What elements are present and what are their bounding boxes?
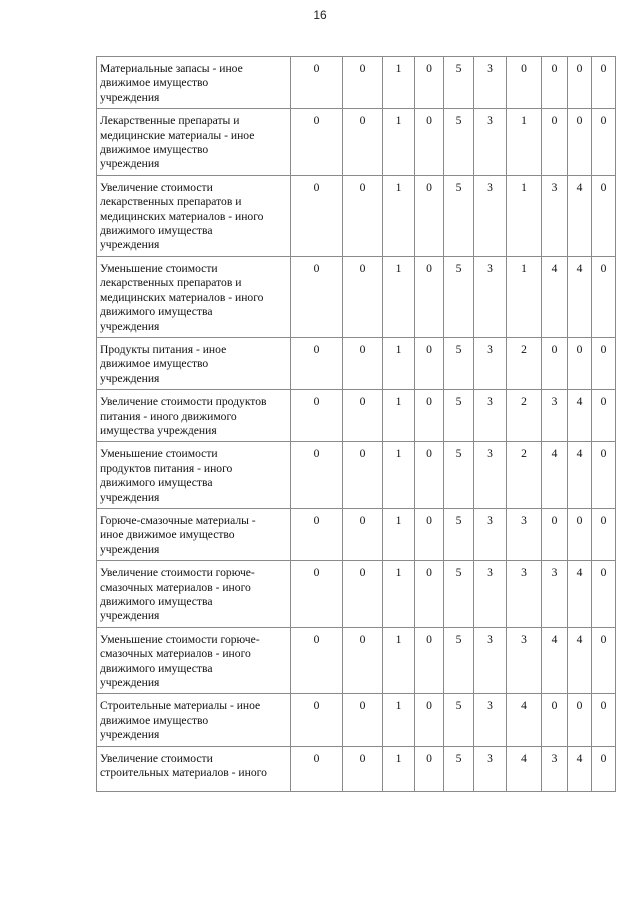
code-digit: 2: [507, 442, 542, 509]
table-row: [97, 442, 616, 509]
code-digit: 0: [291, 694, 343, 746]
code-digit: 0: [343, 561, 383, 628]
code-digit: 3: [474, 561, 507, 628]
code-digit: 4: [568, 442, 592, 509]
code-digit: 3: [507, 508, 542, 560]
code-digit: 0: [343, 627, 383, 694]
code-digit: 4: [507, 694, 542, 746]
code-digit: 2: [507, 390, 542, 442]
table-row: [97, 561, 616, 628]
code-digit: 5: [444, 561, 474, 628]
code-digit: 0: [415, 746, 444, 791]
code-digit: 0: [343, 109, 383, 176]
code-digit: 3: [474, 57, 507, 109]
code-digit: 0: [568, 57, 592, 109]
code-digit: 0: [592, 337, 616, 389]
code-digit: 0: [291, 508, 343, 560]
code-digit: 3: [507, 561, 542, 628]
code-digit: 0: [568, 109, 592, 176]
code-digit: 4: [542, 256, 568, 337]
code-digit: 4: [568, 256, 592, 337]
account-description: Лекарственные препараты и медицинские материалы - иное движимое имущество учреждения: [97, 109, 291, 176]
table-row: [97, 746, 616, 791]
code-digit: 0: [415, 561, 444, 628]
code-digit: 0: [343, 746, 383, 791]
account-description: Строительные материалы - иное движимое имущество учреждения: [97, 694, 291, 746]
code-digit: 0: [415, 694, 444, 746]
code-digit: 1: [383, 694, 415, 746]
code-digit: 4: [568, 746, 592, 791]
code-digit: 1: [383, 627, 415, 694]
code-digit: 1: [507, 256, 542, 337]
code-digit: 0: [291, 390, 343, 442]
code-digit: 1: [383, 57, 415, 109]
code-digit: 0: [592, 109, 616, 176]
table-row: [97, 57, 616, 109]
table-body: [97, 57, 616, 792]
code-digit: 0: [415, 57, 444, 109]
code-digit: 0: [291, 337, 343, 389]
code-digit: 1: [383, 508, 415, 560]
code-digit: 0: [592, 175, 616, 256]
code-digit: 1: [383, 337, 415, 389]
code-digit: 0: [291, 561, 343, 628]
account-description: Увеличение стоимости лекарственных препаратов и медицинских материалов - иного движимого имущества учреждения: [97, 175, 291, 256]
code-digit: 0: [343, 442, 383, 509]
table-row: [97, 109, 616, 176]
code-digit: 0: [568, 508, 592, 560]
code-digit: 1: [383, 109, 415, 176]
code-digit: 2: [507, 337, 542, 389]
code-digit: 4: [542, 627, 568, 694]
code-digit: 3: [542, 175, 568, 256]
code-digit: 3: [474, 175, 507, 256]
account-description: Увеличение стоимости строительных материалов - иного: [97, 746, 291, 791]
code-digit: 0: [415, 256, 444, 337]
code-digit: 0: [291, 746, 343, 791]
code-digit: 0: [507, 57, 542, 109]
code-digit: 1: [383, 175, 415, 256]
code-digit: 0: [415, 337, 444, 389]
code-digit: 0: [291, 442, 343, 509]
code-digit: 0: [592, 694, 616, 746]
code-digit: 3: [474, 694, 507, 746]
code-digit: 0: [542, 694, 568, 746]
code-digit: 0: [415, 175, 444, 256]
account-description: Продукты питания - иное движимое имущество учреждения: [97, 337, 291, 389]
code-digit: 0: [415, 442, 444, 509]
code-digit: 4: [568, 175, 592, 256]
code-digit: 4: [507, 746, 542, 791]
code-digit: 0: [542, 337, 568, 389]
code-digit: 0: [568, 337, 592, 389]
account-description: Увеличение стоимости горюче- смазочных материалов - иного движимого имущества учреждения: [97, 561, 291, 628]
code-digit: 0: [343, 57, 383, 109]
code-digit: 5: [444, 175, 474, 256]
code-digit: 0: [291, 256, 343, 337]
code-digit: 1: [507, 109, 542, 176]
code-digit: 1: [507, 175, 542, 256]
account-description: Материальные запасы - иное движимое имущество учреждения: [97, 57, 291, 109]
code-digit: 4: [568, 390, 592, 442]
code-digit: 0: [291, 109, 343, 176]
code-digit: 3: [542, 390, 568, 442]
code-digit: 5: [444, 57, 474, 109]
code-digit: 3: [474, 508, 507, 560]
code-digit: 0: [542, 57, 568, 109]
code-digit: 1: [383, 746, 415, 791]
code-digit: 5: [444, 746, 474, 791]
code-digit: 0: [592, 390, 616, 442]
code-digit: 3: [542, 746, 568, 791]
table-row: [97, 508, 616, 560]
code-digit: 0: [343, 256, 383, 337]
code-digit: 0: [592, 442, 616, 509]
code-digit: 0: [415, 109, 444, 176]
code-digit: 5: [444, 694, 474, 746]
code-digit: 0: [415, 627, 444, 694]
account-description: Горюче-смазочные материалы - иное движимое имущество учреждения: [97, 508, 291, 560]
table-row: [97, 175, 616, 256]
code-digit: 0: [343, 390, 383, 442]
code-digit: 5: [444, 256, 474, 337]
code-digit: 1: [383, 561, 415, 628]
code-digit: 3: [474, 256, 507, 337]
account-description: Уменьшение стоимости продуктов питания - иного движимого имущества учреждения: [97, 442, 291, 509]
code-digit: 3: [474, 442, 507, 509]
code-digit: 5: [444, 627, 474, 694]
code-digit: 3: [474, 109, 507, 176]
code-digit: 0: [343, 175, 383, 256]
code-digit: 0: [592, 746, 616, 791]
table-row: [97, 694, 616, 746]
code-digit: 0: [592, 508, 616, 560]
table-row: [97, 390, 616, 442]
code-digit: 5: [444, 442, 474, 509]
code-digit: 3: [474, 627, 507, 694]
code-digit: 0: [415, 508, 444, 560]
code-digit: 3: [474, 746, 507, 791]
code-digit: 4: [542, 442, 568, 509]
code-digit: 0: [542, 109, 568, 176]
code-digit: 3: [474, 337, 507, 389]
code-digit: 5: [444, 109, 474, 176]
code-digit: 3: [542, 561, 568, 628]
code-digit: 1: [383, 442, 415, 509]
table-row: [97, 627, 616, 694]
table-row: [97, 337, 616, 389]
code-digit: 4: [568, 561, 592, 628]
code-digit: 0: [592, 256, 616, 337]
code-digit: 0: [592, 57, 616, 109]
code-digit: 1: [383, 256, 415, 337]
account-codes-table: [96, 56, 616, 792]
account-description: Увеличение стоимости продуктов питания - иного движимого имущества учреждения: [97, 390, 291, 442]
account-description: Уменьшение стоимости лекарственных препаратов и медицинских материалов - иного движимого имущества учреждения: [97, 256, 291, 337]
account-description: Уменьшение стоимости горюче- смазочных материалов - иного движимого имущества учреждения: [97, 627, 291, 694]
code-digit: 0: [291, 175, 343, 256]
code-digit: 0: [592, 561, 616, 628]
code-digit: 0: [568, 694, 592, 746]
code-digit: 0: [343, 694, 383, 746]
code-digit: 5: [444, 508, 474, 560]
code-digit: 0: [291, 57, 343, 109]
code-digit: 0: [343, 337, 383, 389]
page-number: 16: [313, 8, 327, 22]
code-digit: 0: [343, 508, 383, 560]
code-digit: 0: [291, 627, 343, 694]
code-digit: 5: [444, 337, 474, 389]
code-digit: 0: [415, 390, 444, 442]
table-row: [97, 256, 616, 337]
code-digit: 0: [592, 627, 616, 694]
code-digit: 3: [474, 390, 507, 442]
code-digit: 0: [542, 508, 568, 560]
code-digit: 5: [444, 390, 474, 442]
code-digit: 1: [383, 390, 415, 442]
code-digit: 4: [568, 627, 592, 694]
code-digit: 3: [507, 627, 542, 694]
